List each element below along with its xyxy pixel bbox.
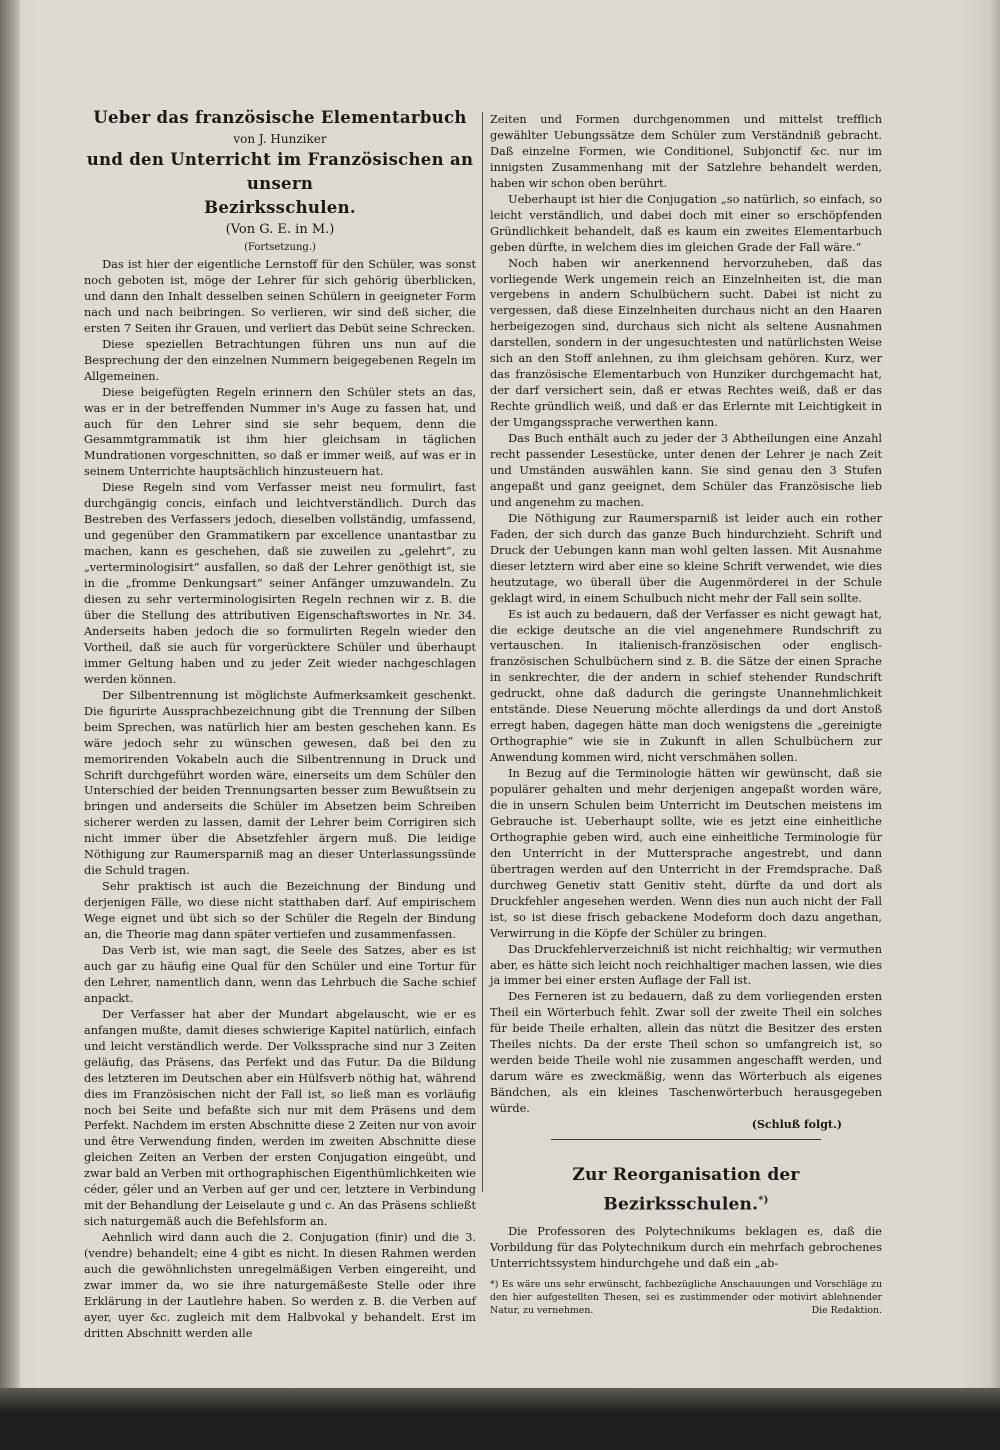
continuation-note: (Fortsetzung.) bbox=[244, 242, 316, 253]
paragraph: Aehnlich wird dann auch die 2. Conjugation (finir) und die 3. (vendre) behandelt; eine 4 gibt es nicht. In diesen Rahmen werden auch die gewöhnlichsten unregelmäßigen Verben eingereiht, und zwar immer da, wo sie ihre naturgemäßeste Stelle oder ihre Erklärung in der Lautlehre haben. So werden z. B. die Verben auf ayer, uyer &c. zugleich mit dem Halbvokal y behandelt. Erst im dritten Abschnitt werden alle bbox=[84, 1231, 476, 1340]
footnote-marker: *) bbox=[758, 1195, 769, 1207]
paragraph: Der Verfasser hat aber der Mundart abgelauscht, wie er es anfangen mußte, damit dieses schwierige Kapitel natürlich, einfach und leicht verständlich werde. Der Volkssprache sind nur 3 Zeiten geläufig, das Präsens, das Perfekt und das Futur. Da die Bildung des letzteren im Deutschen aber ein Hülfsverb nöthig hat, während dies im Französischen nicht der Fall ist, so ließ man es vorläufig noch bei Seite und befaßte sich nur mit dem Präsens und dem Perfekt. Nachdem im ersten Abschnitte diese 2 Zeiten nur von avoir und être Verwendung finden, werden im zweiten Abschnitte diese gleichen Zeiten an Verben der ersten Conjugation eingeübt, und zwar bald an Verben mit orthographischen Eigenthümlichkeiten wie céder, géler und an Verben auf ger und cer, letztere in Verbindung mit der Behandlung der Leiselaute g und c. An das Präsens schließt sich naturgemäß auch die Befehlsform an. bbox=[84, 1007, 476, 1229]
article-title-line1: Ueber das französische Elementarbuch bbox=[93, 108, 467, 127]
paragraph: Die Nöthigung zur Raumersparniß ist leider auch ein rother Faden, der sich durch das ganze Buch hindurchzieht. Schrift und Druck der Uebungen kann man wohl gelten lassen. Mit Ausnahme dieser letztern wird aber eine so kleine Schrift verwendet, wie dies heutzutage, wo überall über die Augenmörderei in der Schule geklagt wird, in einem Schulbuch nicht mehr der Fall sein sollte. bbox=[490, 511, 882, 605]
second-article-title bbox=[490, 1162, 882, 1218]
paragraph: Es ist auch zu bedauern, daß der Verfasser es nicht gewagt hat, die eckige deutsche an die viel angenehmere Rundschrift zu vertauschen. In italienisch-französischen oder englisch-französischen Schulbüchern sind z. B. die Sätze der einen Sprache in senkrechter, die der andern in schief stehender Rundschrift gedruckt, ohne daß dadurch die geringste Unannehmlichkeit entstände. Diese Neuerung möchte allerdings da und dort Anstoß erregt haben, dagegen hätte man doch wenigstens die „gereinigte Orthographie“ wie sie in Zukunft in allen Schulbüchern zur Anwendung kommen wird, nicht verschmähen sollen. bbox=[490, 607, 882, 765]
left-column bbox=[84, 106, 476, 1342]
article-title-line2: und den Unterricht im Französischen an unsern bbox=[86, 150, 474, 193]
paragraph: Das Buch enthält auch zu jeder der 3 Abtheilungen eine Anzahl recht passender Lesestücke, unter denen der Lehrer je nach Zeit und Umständen auswählen kann. Sie sind genau den 3 Stufen angepaßt und ganz geeignet, dem Schüler das Französische lieb und angenehm zu machen. bbox=[490, 432, 882, 509]
binding-edge bbox=[0, 0, 20, 1450]
paragraph: Der Silbentrennung ist möglichste Aufmerksamkeit geschenkt. Die figurirte Aussprachbezeichnung gibt die Trennung der Silben beim Sprechen, was natürlich hier am besten geschehen kann. Es wäre jedoch sehr zu wünschen gewesen, daß bei den zu memorirenden Vokabeln auch die Silbentrennung in Druck und Schrift durchgeführt worden wäre, einerseits um dem Schüler den Unterschied der beiden Trennungsarten besser zum Bewußtsein zu bringen und anderseits die Schüler im Absetzen beim Schreiben sicherer werden zu lassen, damit der Lehrer beim Corrigiren sich nicht immer über die Absetzfehler ärgern muß. Die leidige Nöthigung zur Raumersparniß mag an dieser Unterlassungssünde die Schuld tragen. bbox=[84, 688, 476, 878]
paragraph: Zeiten und Formen durchgenommen und mittelst trefflich gewählter Uebungssätze dem Schüler zum Verständniß gebracht. Daß einzelne Formen, wie Conditionel, Subjonctif &c. nur im innigsten Zusammenhang mit der Satzlehre behandelt werden, haben wir schon oben berührt. bbox=[490, 113, 882, 190]
second-article-title-text: Zur Reorganisation der Bezirksschulen. bbox=[572, 1165, 800, 1215]
paragraph: Das ist hier der eigentliche Lernstoff für den Schüler, was sonst noch geboten ist, möge der Lehrer für sich gehörig überblicken, und dann den Inhalt desselben seinen Schülern in geeigneter Form nach und nach beibringen. So verlieren, wir sind deß sicher, die ersten 7 Seiten ihr Grauen, und verliert das Debüt seine Schrecken. bbox=[84, 258, 476, 335]
right-column bbox=[490, 112, 882, 1317]
footnote bbox=[490, 1278, 882, 1317]
paragraph: Das Verb ist, wie man sagt, die Seele des Satzes, aber es ist auch gar zu häufig eine Qual für den Schüler und eine Tortur für den Lehrer, namentlich dann, wenn das Lehrbuch die Sache schief anpackt. bbox=[84, 943, 476, 1005]
article-title-author: von J. Hunziker bbox=[233, 132, 327, 146]
paragraph: In Bezug auf die Terminologie hätten wir gewünscht, daß sie populärer gehalten und mehr derjenigen angepaßt worden wäre, die in unsern Schulen beim Unterricht im Deutschen meistens im Gebrauche ist. Ueberhaupt sollte, wie es jetzt eine einheitliche Orthographie geben wird, auch eine einheitliche Terminologie für den Unterricht in der Muttersprache angestrebt, und dann übertragen werden auf den Unterricht in der Fremdsprache. Daß durchweg Genetiv statt Genitiv steht, dürfte da und dort als Druckfehler angesehen werden. Wenn dies nun auch nicht der Fall ist, so ist diese frisch gebackene Modeform doch dazu angethan, Verwirrung in die Köpfe der Schüler zu bringen. bbox=[490, 767, 882, 940]
paragraph: Sehr praktisch ist auch die Bezeichnung der Bindung und derjenigen Fälle, wo diese nicht statthaben darf. Auf empirischem Wege eignet und übt sich so der Schüler die Regeln der Bindung an, die Theorie mag dann später vertiefen und zusammenfassen. bbox=[84, 880, 476, 942]
paragraph: Die Professoren des Polytechnikums beklagen es, daß die Vorbildung für das Polytechnikum durch ein mehrfach gebrochenes Unterrichtssystem hindurchgehe und daß ein „ab- bbox=[490, 1224, 882, 1270]
article-heading bbox=[84, 106, 476, 255]
paragraph: Ueberhaupt ist hier die Conjugation „so natürlich, so einfach, so leicht verständlich, und dabei doch mit einer so erschöpfenden Gründlichkeit behandelt, daß es kaum ein zweites Elementarbuch geben dürfte, in welchem dies im gleichen Grade der Fall wäre.“ bbox=[490, 192, 882, 254]
column-divider bbox=[482, 112, 483, 1192]
paragraph: Noch haben wir anerkennend hervorzuheben, daß das vorliegende Werk ungemein reich an Einzelnheiten ist, die man vergebens in andern Schulbüchern sucht. Dabei ist nicht zu vergessen, daß diese Einzelnheiten durchaus nicht an den Haaren herbeigezogen sind, durchaus sich nicht als seltene Ausnahmen darstellen, sondern in der ungesuchtesten und natürlichsten Weise sich an den Stoff anlehnen, zu ihm gleichsam gehören. Kurz, wer das französische Elementarbuch von Hunziker durchgemacht hat, der darf versichert sein, daß er etwas Rechtes weiß, daß er das Rechte gründlich weiß, und daß er das Erlernte mit Leichtigkeit in der Umgangssprache verwerthen kann. bbox=[490, 256, 882, 430]
paragraph: Diese Regeln sind vom Verfasser meist neu formulirt, fast durchgängig concis, einfach und leichtverständlich. Durch das Bestreben des Verfassers jedoch, dieselben vollständig, umfassend, und gegenüber den Grammatikern par excellence unantastbar zu machen, kann es geschehen, daß sie zuweilen zu „gelehrt“, zu „verterminologisirt“ ausfallen, so daß der Lehrer genöthigt ist, sie in die „fromme Denkungsart“ seiner Anfänger umzuwandeln. Zu diesen zu sehr verterminologisirten Regeln rechnen wir z. B. die über die Stellung des attributiven Eigenschaftswortes in Nr. 34. Anderseits haben jedoch die so formulirten Regeln wieder den Vortheil, daß sie auch für vorgerücktere Schüler und überhaupt immer Geltung haben und zu jeder Zeit wieder nachgeschlagen werden können. bbox=[84, 481, 476, 686]
footnote-signature: Die Redaktion. bbox=[811, 1304, 882, 1316]
paragraph: Diese speziellen Betrachtungen führen uns nun auf die Besprechung der den einzelnen Nummern beigegebenen Regeln im Allgemeinen. bbox=[84, 337, 476, 383]
footnote-text: *) Es wäre uns sehr erwünscht, fachbezügliche Anschauungen und Vorschläge zu den hier aufgestellten Thesen, sei es zustimmender oder motivirt ablehnender Natur, zu vernehmen. bbox=[490, 1278, 882, 1316]
to-be-continued-note: (Schluß folgt.) bbox=[751, 1118, 842, 1132]
paragraph: Des Ferneren ist zu bedauern, daß zu dem vorliegenden ersten Theil ein Wörterbuch fehlt. Zwar soll der zweite Theil ein solches für beide Theile erhalten, allein das nützt die Besitzer des ersten Theiles nichts. Da der erste Theil schon so umfangreich ist, so werden beide Theile wohl nie zusammen angeschafft werden, und darum wäre es zweckmäßig, wenn das Wörterbuch als eigenes Bändchen, als ein kleines Taschenwörterbuch herausgegeben würde. bbox=[490, 990, 882, 1116]
article-title-line3: Bezirksschulen. bbox=[204, 198, 356, 217]
scan-bottom-border bbox=[0, 1388, 1000, 1450]
paragraph: Diese beigefügten Regeln erinnern den Schüler stets an das, was er in der betreffenden Nummer in's Auge zu fassen hat, und auch für den Lehrer sind sie sehr bequem, denn die Gesammtgrammatik ist ihm hier gleichsam in täglichen Mundrationen vorgeschnitten, so daß er immer weiß, auf was er in seinem Unterrichte hauptsächlich hinzusteuern hat. bbox=[84, 385, 476, 479]
section-divider bbox=[551, 1139, 821, 1140]
paragraph: Das Druckfehlerverzeichniß ist nicht reichhaltig; wir vermuthen aber, es hätte sich leicht noch reichhaltiger machen lassen, wie dies ja immer bei einer ersten Auflage der Fall ist. bbox=[490, 942, 882, 988]
article-byline: (Von G. E. in M.) bbox=[225, 222, 335, 237]
